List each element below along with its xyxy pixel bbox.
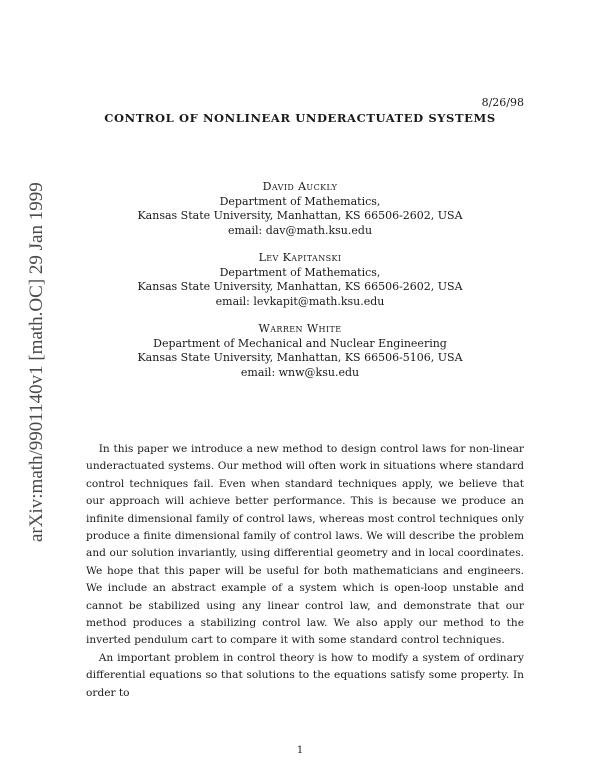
- author-affiliation: Kansas State University, Manhattan, KS 66506-5106, USA: [137, 351, 463, 364]
- author-department: Department of Mechanical and Nuclear Engineering: [153, 336, 447, 350]
- author-email[interactable]: email: dav@math.ksu.edu: [227, 223, 373, 237]
- author-department: Department of Mathematics,: [219, 194, 381, 208]
- author-block: [0, 322, 600, 380]
- author-affiliation: Kansas State University, Manhattan, KS 66506-2602, USA: [137, 280, 463, 293]
- page-number: 1: [296, 745, 304, 756]
- author-name: Lev Kapitanski: [258, 251, 342, 264]
- author-name: David Auckly: [262, 180, 338, 193]
- author-list: [0, 180, 600, 393]
- author-affiliation: Kansas State University, Manhattan, KS 66506-2602, USA: [137, 209, 463, 222]
- author-email[interactable]: email: wnw@ksu.edu: [240, 365, 360, 379]
- abstract-section: [86, 441, 524, 702]
- author-email[interactable]: email: levkapit@math.ksu.edu: [215, 294, 385, 308]
- paper-title: CONTROL OF NONLINEAR UNDERACTUATED SYSTEMS: [104, 111, 496, 125]
- arxiv-identifier[interactable]: arXiv:math/9901140v1 [math.OC] 29 Jan 1999: [26, 182, 47, 542]
- author-name: Warren White: [258, 322, 342, 335]
- date: 8/26/98: [481, 96, 524, 109]
- author-block: [0, 180, 600, 238]
- abstract-paragraph: In this paper we introduce a new method to design control laws for non-linear underactuated systems. Our method will often work in situations where standard control techniques fail. Even when standard techniques apply, we believe that our approach will achieve better performance. This is because we produce an infinite dimensional family of control laws, whereas most control techniques only produce a finite dimensional family of control laws. We will describe the problem and our solution invariantly, using differential geometry and in local coordinates. We hope that this paper will be useful for both mathematicians and engineers. We include an abstract example of a system which is open-loop unstable and cannot be stabilized using any linear control law, and demonstrate that our method produces a stabilizing control law. We also apply our method to the inverted pendulum cart to compare it with some standard control techniques.: [86, 443, 524, 647]
- author-department: Department of Mathematics,: [219, 265, 381, 279]
- author-block: [0, 251, 600, 309]
- intro-paragraph: An important problem in control theory is how to modify a system of ordinary differential equations so that solutions to the equations satisfy some property. In order to: [86, 651, 524, 699]
